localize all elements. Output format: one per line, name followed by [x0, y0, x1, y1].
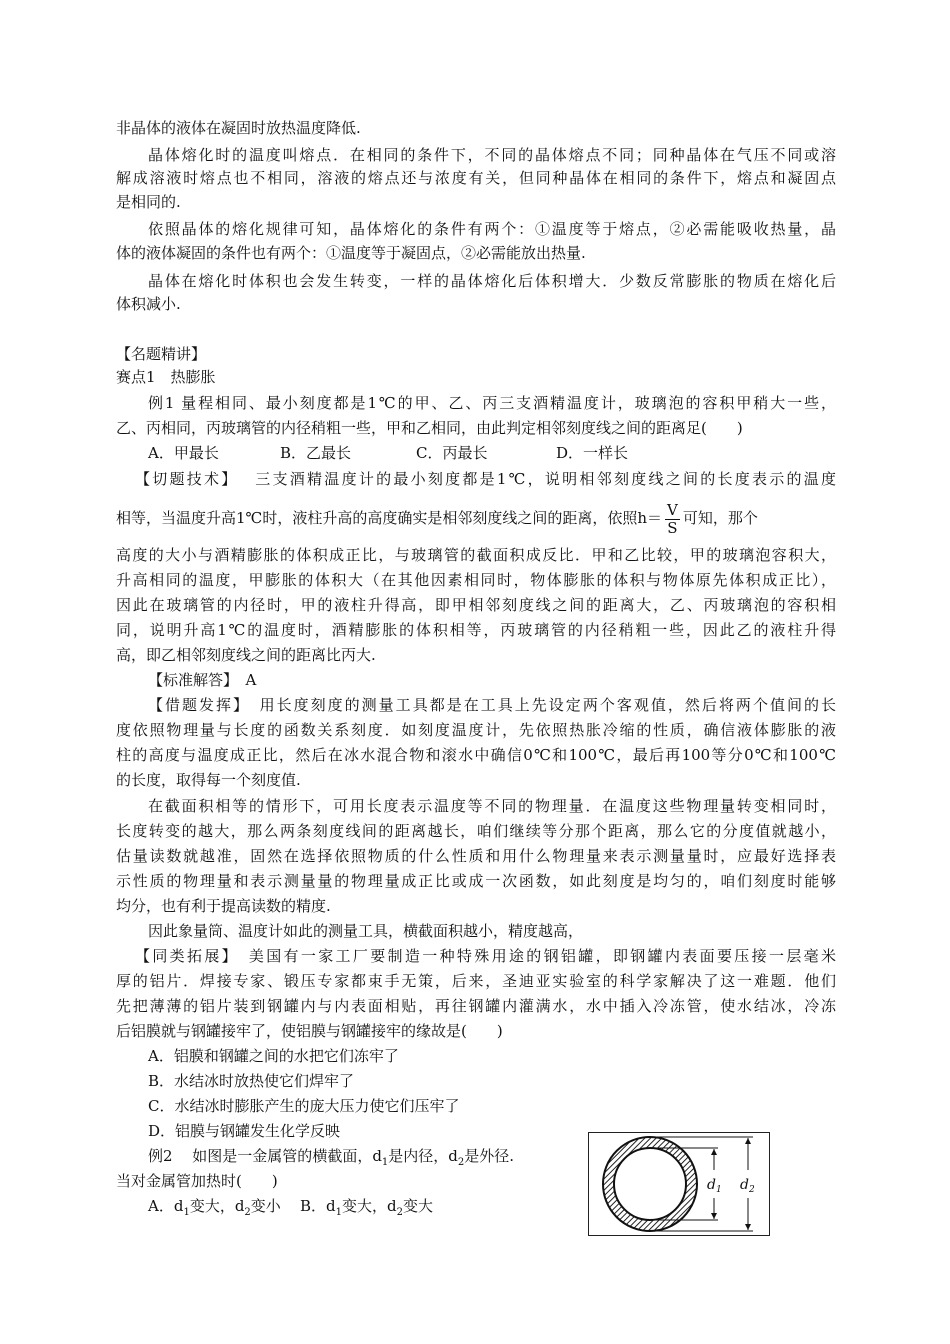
paragraph-line: 解成溶液时熔点也不相同，溶液的熔点还与浓度有关，但同种晶体在相同的条件下，熔点和凝固点	[116, 169, 836, 187]
ex2-text: 变大，d	[189, 1197, 245, 1215]
technique-line: 同，说明升高1℃的温度时，酒精膨胀的体积相等，丙玻璃管的内径稍粗一些，因此乙的液柱升得	[116, 621, 836, 639]
label-d1: $d_1$	[707, 1177, 722, 1195]
extension-line: 厚的铝片．焊接专家、锻压专家都束手无策，后来，圣迪亚实验室的科学家解决了这一难题．他们	[116, 972, 836, 990]
example-1-line: 乙、丙相同，丙玻璃管的内径稍粗一些，甲和乙相同，由此判定相邻刻度线之间的距离足( )	[116, 419, 743, 437]
extension-option-d: D．铝膜与钢罐发生化学反映	[148, 1122, 341, 1140]
inner-bore	[614, 1148, 686, 1220]
ex2-text: 是外径.	[464, 1147, 515, 1165]
arrow-up-icon	[711, 1149, 717, 1155]
technique-formula-line	[116, 497, 758, 539]
extension-option-c: C．水结冰时膨胀产生的庞大压力使它们压牢了	[148, 1097, 460, 1115]
technique-text: 相等，当温度升高1℃时，液柱升高的高度确实是相邻刻度线之间的距离，依照h＝	[116, 509, 662, 527]
ex2-option-a	[148, 1196, 300, 1223]
ex2-text: 变大	[403, 1197, 434, 1215]
tip-line: 在截面积相等的情形下，可用长度表示温度等不同的物理量．在温度这些物理量转变相同时，	[148, 797, 836, 815]
paragraph-line: 依照晶体的熔化规律可知，晶体熔化的条件有两个：①温度等于熔点，②必需能吸收热量，晶	[148, 220, 836, 238]
extension-option-a: A．铝膜和钢罐之间的水把它们冻牢了	[148, 1047, 399, 1065]
example-1-options	[148, 443, 628, 463]
extension-option-b: B．水结冰时放热使它们焊牢了	[148, 1072, 355, 1090]
ex2-subscript: 2	[244, 1207, 251, 1218]
ex2-text: 变大，d	[342, 1197, 397, 1215]
extension-line: 先把薄薄的铝片装到钢罐内与内表面相贴，再往钢罐内灌满水，水中插入冷冻管，使水结冰，冷冻	[116, 997, 836, 1015]
paragraph-line: 是相同的.	[116, 193, 181, 211]
arrow-up-icon	[745, 1138, 751, 1144]
ex2-subscript: 1	[335, 1207, 343, 1218]
option-d: D．一样长	[556, 444, 629, 462]
tip-line: 示性质的物理量和表示测量量的物理量成正比或成一次函数，如此刻度是均匀的，咱们刻度时能够	[116, 872, 836, 890]
tip-line: 均分，也有利于提高读数的精度.	[116, 897, 331, 915]
ex2-subscript: 2	[396, 1207, 403, 1218]
paragraph-line: 晶体熔化时的温度叫熔点．在相同的条件下，不同的晶体熔点不同；同种晶体在气压不同或溶	[148, 146, 836, 164]
arrow-down-icon	[745, 1224, 751, 1230]
extension-line: 后铝膜就与钢罐接牢了，使铝膜与钢罐接牢的缘故是( )	[116, 1022, 503, 1040]
fraction-denominator: S	[667, 518, 678, 537]
ex2-option-b	[300, 1196, 433, 1223]
ex2-text: A．d	[148, 1197, 184, 1215]
ex2-text: 是内径，d	[388, 1147, 458, 1165]
example-2-line	[148, 1146, 514, 1173]
ex2-subscript: 1	[381, 1157, 389, 1168]
paragraph-line: 体的液体凝固的条件也有两个：①温度等于凝固点，②必需能放出热量.	[116, 244, 586, 262]
example-2-line: 当对金属管加热时( )	[116, 1172, 278, 1190]
technique-line: 高，即乙相邻刻度线之间的距离比丙大.	[116, 646, 376, 664]
label-d2: $d_2$	[740, 1177, 755, 1195]
option-b: B．乙最长	[280, 444, 352, 462]
ex2-text: 例2 如图是一金属管的横截面，d	[148, 1147, 382, 1165]
tip-line: 的长度，取得每一个刻度值.	[116, 771, 301, 789]
tip-line: 估量读数就越准，固然在选择依照物质的什么性质和用什么物理量来表示测量量时，应最好选择表	[116, 847, 836, 865]
option-a: A．甲最长	[148, 444, 219, 462]
tip-line: 长度转变的越大，那么两条刻度线间的距离越长，咱们继续等分那个距离，那么它的分度值就越小，	[116, 822, 836, 840]
formula-fraction	[665, 502, 680, 537]
ex2-subscript: 2	[457, 1157, 465, 1168]
pipe-cross-section-figure	[588, 1132, 770, 1236]
standard-answer: 【标准解答】 A	[148, 671, 257, 689]
technique-line: 【切题技术】 三支酒精温度计的最小刻度都是1℃，说明相邻刻度线之间的长度表示的温度	[135, 470, 836, 488]
tip-line: 度依照物理量与长度的函数关系刻度．如刻度温度计，先依照热胀冷缩的性质，确信液体膨胀的液	[116, 721, 836, 739]
option-c: C．丙最长	[416, 444, 488, 462]
tip-line: 【借题发挥】 用长度刻度的测量工具都是在工具上先设定两个客观值，然后将两个值间的长	[148, 696, 836, 714]
paragraph-line: 非晶体的液体在凝固时放热温度降低.	[116, 119, 361, 137]
section-title: 【名题精讲】	[116, 345, 207, 363]
technique-line: 升高相同的温度，甲膨胀的体积大（在其他因素相同时，物体膨胀的体积与物体原先体积成正比），	[116, 571, 836, 589]
tip-line: 柱的高度与温度成正比，然后在冰水混合物和滚水中确信0℃和100℃，最后再100等分0℃和100℃	[116, 746, 836, 764]
tip-conclusion: 因此象量筒、温度计如此的测量工具，横截面积越小，精度越高，	[148, 922, 584, 940]
example-1-line: 例1 量程相同、最小刻度都是1℃的甲、乙、丙三支酒精温度计，玻璃泡的容积甲稍大一些，	[148, 394, 836, 412]
fraction-numerator: V	[667, 500, 678, 519]
paragraph-line: 晶体在熔化时体积也会发生转变，一样的晶体熔化后体积增大．少数反常膨胀的物质在熔化后	[148, 272, 836, 290]
paragraph-line: 体积减小.	[116, 295, 181, 313]
technique-line: 高度的大小与酒精膨胀的体积成正比，与玻璃管的截面积成反比．甲和乙比较，甲的玻璃泡容积大，	[116, 546, 836, 564]
technique-text: 可知，那个	[682, 509, 758, 527]
subsection-title: 赛点1 热膨胀	[116, 368, 216, 386]
arrow-down-icon	[711, 1213, 717, 1219]
technique-line: 因此在玻璃管的内径时，甲的液柱升得高，即甲相邻刻度线之间的距离大，乙、丙玻璃泡的容积相	[116, 596, 836, 614]
extension-line: 【同类拓展】 美国有一家工厂要制造一种特殊用途的钢铝罐，即钢罐内表面要压接一层毫米	[135, 947, 836, 965]
example-2-options	[148, 1196, 433, 1223]
ex2-text: B．d	[300, 1197, 336, 1215]
ex2-subscript: 1	[183, 1207, 190, 1218]
ex2-text: 变小	[250, 1197, 281, 1215]
